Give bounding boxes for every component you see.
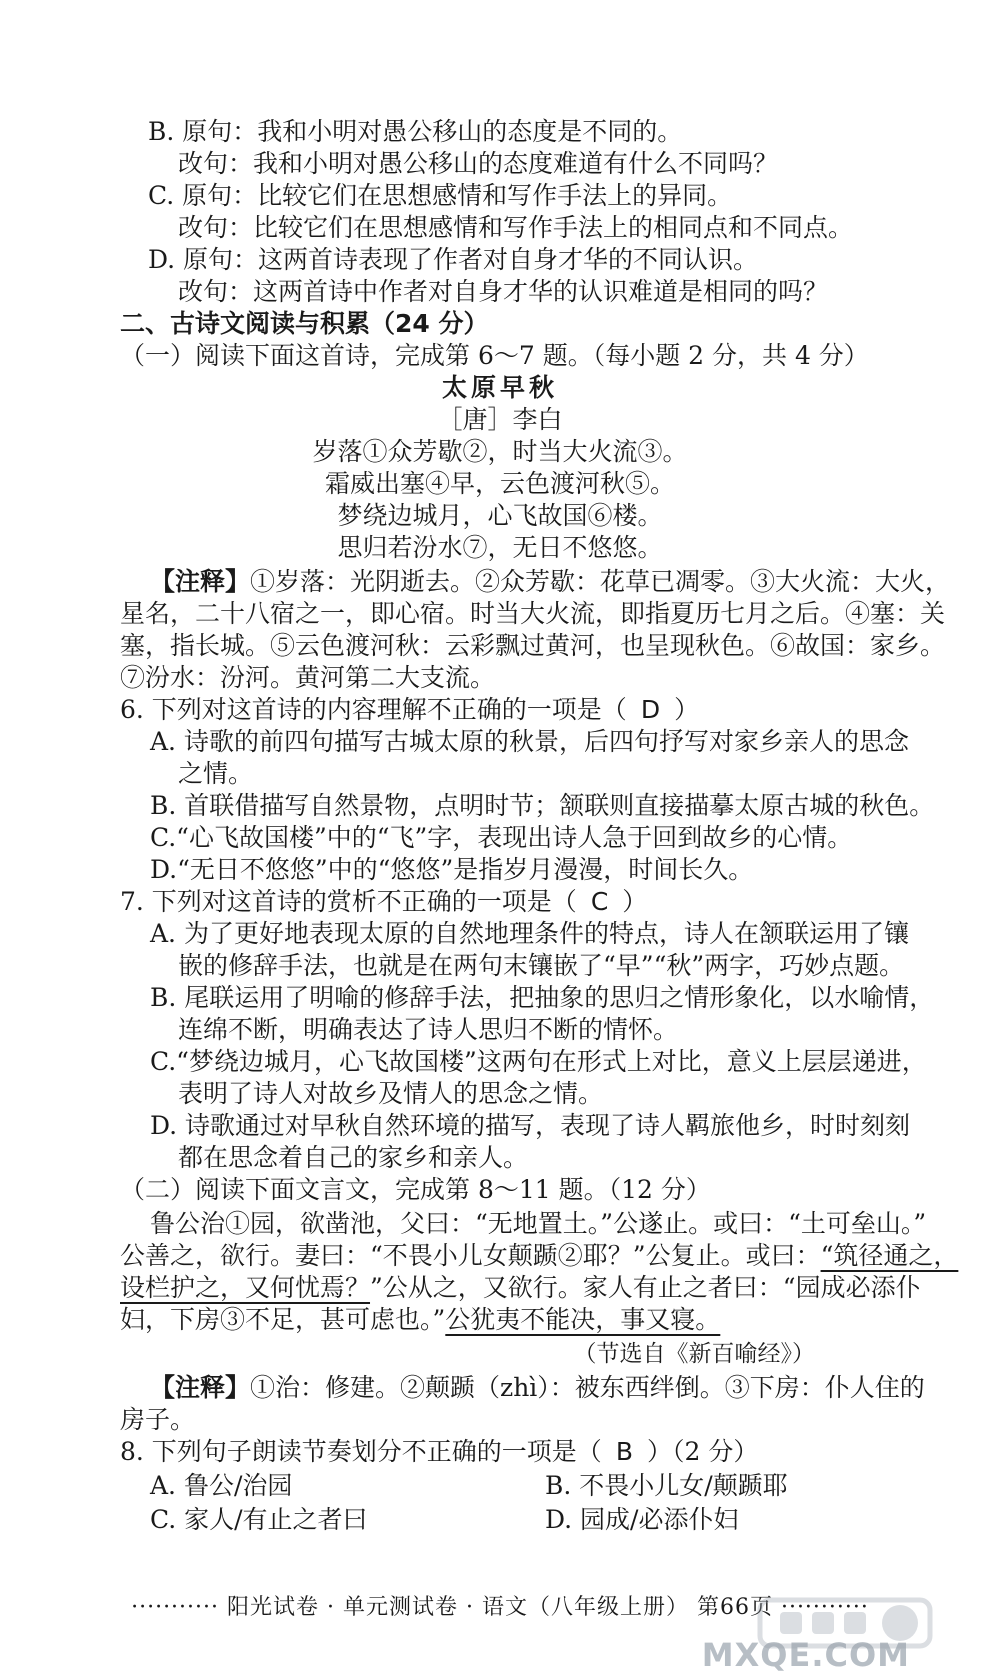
option-d-revised: 改句：这两首诗中作者对自身才华的认识难道是相同的吗？ bbox=[178, 277, 829, 306]
question-8 bbox=[120, 1436, 758, 1468]
prose-line-2 bbox=[120, 1240, 958, 1272]
question-7-option-b: B. 尾联运用了明喻的修辞手法，把抽象的思归之情形象化，以水喻情， bbox=[150, 983, 935, 1012]
option-b-revised: 改句：我和小明对愚公移山的态度难道有什么不同吗？ bbox=[178, 149, 779, 178]
question-6-close: ） bbox=[674, 695, 700, 724]
poem-line-4: 思归若汾水⑦，无日不悠悠。 bbox=[337, 533, 663, 562]
poem-line-2: 霜威出塞④早，云色渡河秋⑤。 bbox=[324, 469, 675, 498]
poem-title: 太原早秋 bbox=[441, 373, 558, 402]
question-8-option-a: A. 鲁公/治园 bbox=[150, 1471, 293, 1500]
prose-notes-line-1 bbox=[150, 1372, 925, 1404]
question-7-option-c-cont: 表明了诗人对故乡及情人的思念之情。 bbox=[178, 1079, 604, 1108]
prose-line-4-text: 妇，下房③不足，甚可虑也。” bbox=[120, 1305, 446, 1334]
notes-label-2: 【注释】 bbox=[150, 1373, 251, 1402]
question-7-option-c: C.“梦绕边城月，心飞故国楼”这两句在形式上对比，意义上层层递进， bbox=[150, 1047, 927, 1076]
watermark-text: MXQE.COM bbox=[701, 1636, 910, 1674]
prose-line-4 bbox=[120, 1304, 720, 1336]
poem-line-3: 梦绕边城月，心飞故国⑥楼。 bbox=[337, 501, 663, 530]
prose-underlined-sentence-c: 公犹夷不能决，事又寝。 bbox=[445, 1305, 721, 1334]
question-7-option-a: A. 为了更好地表现太原的自然地理条件的特点，诗人在颔联运用了镶 bbox=[150, 919, 909, 948]
option-d-original: D. 原句：这两首诗表现了作者对自身才华的不同认识。 bbox=[148, 245, 759, 274]
question-7-option-d: D. 诗歌通过对早秋自然环境的描写，表现了诗人羁旅他乡，时时刻刻 bbox=[150, 1111, 911, 1140]
poem-notes-line-1 bbox=[150, 566, 950, 598]
question-7-option-b-cont: 连绵不断，明确表达了诗人思归不断的情怀。 bbox=[178, 1015, 679, 1044]
question-7-option-a-cont: 嵌的修辞手法，也就是在两句末镶嵌了“早”“秋”两字，巧妙点题。 bbox=[178, 951, 905, 980]
question-6-option-c: C.“心飞故国楼”中的“飞”字，表现出诗人急于回到故乡的心情。 bbox=[150, 823, 853, 852]
option-c-original: C. 原句：比较它们在思想感情和写作手法上的异同。 bbox=[148, 181, 733, 210]
prose-line-1: 鲁公治①园，欲凿池，父曰：“无地置土。”公遂止。或曰：“土可垒山。” bbox=[150, 1209, 927, 1238]
question-6-option-a-cont: 之情。 bbox=[178, 759, 254, 788]
question-6-option-d: D.“无日不悠悠”中的“悠悠”是指岁月漫漫，时间长久。 bbox=[150, 855, 754, 884]
question-8-close: ）（2 分） bbox=[646, 1437, 759, 1466]
question-8-option-b: B. 不畏小儿女/颠踬耶 bbox=[545, 1471, 788, 1500]
question-6-option-a: A. 诗歌的前四句描写古城太原的秋景，后四句抒写对家乡亲人的思念 bbox=[150, 727, 909, 756]
prose-underlined-sentence-b: 设栏护之，又何忧焉？ bbox=[120, 1273, 371, 1302]
prose-notes-text: ①治：修建。②颠踬（zhì）：被东西绊倒。③下房：仆人住的 bbox=[250, 1373, 925, 1402]
question-7-answer: C bbox=[590, 887, 609, 916]
poem-notes-line-2: 星名，二十八宿之一，即心宿。时当大火流，即指夏历七月之后。④塞：关 bbox=[120, 599, 946, 628]
page-footer: ··········· 阳光试卷 · 单元测试卷 · 语文（八年级上册） 第66页 ··········· bbox=[131, 1595, 869, 1620]
part-1-instructions: （一）阅读下面这首诗，完成第 6～7 题。（每小题 2 分，共 4 分） bbox=[120, 341, 869, 370]
notes-text: ①岁落：光阴逝去。②众芳歇：花草已凋零。③大火流：大火， bbox=[250, 567, 951, 596]
question-6 bbox=[120, 694, 699, 726]
question-8-option-c: C. 家人/有止之者曰 bbox=[150, 1505, 368, 1534]
question-6-option-b: B. 首联借描写自然景物，点明时节；颔联则直接描摹太原古城的秋色。 bbox=[150, 791, 935, 820]
part-2-instructions: （二）阅读下面文言文，完成第 8～11 题。（12 分） bbox=[120, 1175, 711, 1204]
question-7-option-d-cont: 都在思念着自己的家乡和亲人。 bbox=[178, 1143, 529, 1172]
poem-author: ［唐］李白 bbox=[437, 405, 563, 434]
notes-label: 【注释】 bbox=[150, 567, 251, 596]
question-8-stem: 8. 下列句子朗读节奏划分不正确的一项是（ bbox=[120, 1437, 602, 1466]
prose-source: （节选自《新百喻经》） bbox=[573, 1341, 815, 1367]
question-7-close: ） bbox=[622, 887, 648, 916]
option-b-original: B. 原句：我和小明对愚公移山的态度是不同的。 bbox=[148, 117, 683, 146]
prose-notes-line-2: 房子。 bbox=[120, 1405, 196, 1434]
prose-line-2-text: 公善之，欲行。妻曰：“不畏小儿女颠踬②耶？”公复止。或曰： bbox=[120, 1241, 821, 1270]
prose-line-3-text: ”公从之，又欲行。家人有止之者曰：“园成必添仆 bbox=[370, 1273, 921, 1302]
question-8-option-d: D. 园成/必添仆妇 bbox=[545, 1505, 739, 1534]
prose-underlined-sentence-a: “筑径通之， bbox=[820, 1241, 959, 1270]
poem-notes-line-3: 塞，指长城。⑤云色渡河秋：云彩飘过黄河，也呈现秋色。⑥故国：家乡。 bbox=[120, 631, 946, 660]
option-c-revised: 改句：比较它们在思想感情和写作手法上的相同点和不同点。 bbox=[178, 213, 854, 242]
poem-line-1: 岁落①众芳歇②，时当大火流③。 bbox=[312, 437, 688, 466]
section-2-heading: 二、古诗文阅读与积累（24 分） bbox=[120, 309, 489, 338]
poem-notes-line-4: ⑦汾水：汾河。黄河第二大支流。 bbox=[120, 663, 496, 692]
question-7-stem: 7. 下列对这首诗的赏析不正确的一项是（ bbox=[120, 887, 577, 916]
question-7 bbox=[120, 886, 647, 918]
prose-line-3 bbox=[120, 1272, 921, 1304]
question-6-stem: 6. 下列对这首诗的内容理解不正确的一项是（ bbox=[120, 695, 627, 724]
question-6-answer: D bbox=[640, 695, 661, 724]
question-8-answer: B bbox=[615, 1437, 633, 1466]
